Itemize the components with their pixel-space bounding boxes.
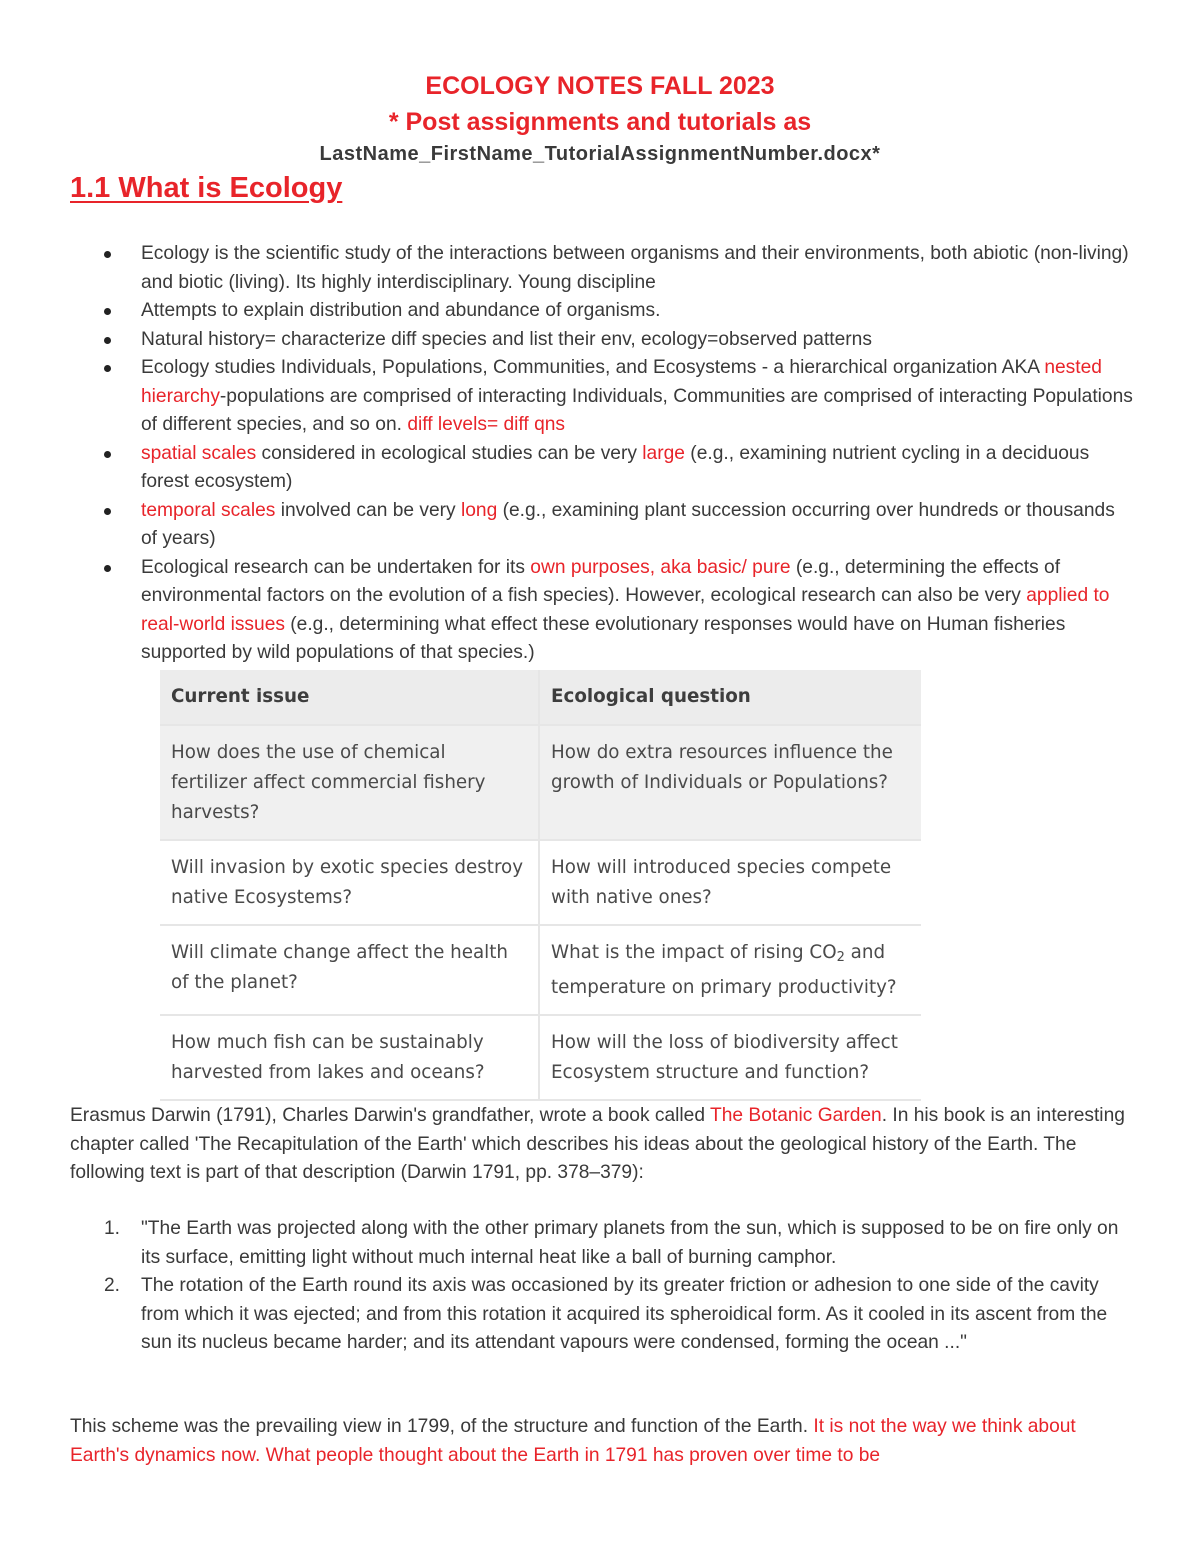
list-item — [0, 297, 1200, 326]
table-cell — [539, 925, 921, 1015]
highlight-text: temporal scales — [141, 499, 276, 521]
subscript: 2 — [836, 950, 845, 965]
cell-text: and temperature on primary productivity? — [551, 942, 897, 998]
table-row — [160, 725, 921, 840]
section-heading: 1.1 What is Ecology — [70, 172, 343, 204]
highlight-text: long — [460, 499, 498, 521]
bullet-text: (e.g., determining what effect these evolutionary responses would have on Human fisheries supported by wild populations of that species.) — [141, 613, 1066, 663]
highlight-text: own purposes, aka basic/ pure — [530, 556, 791, 578]
highlight-text: spatial scales — [141, 442, 257, 464]
bullet-text: -populations are comprised of interacting Individuals, Communities are comprised of interacting Populations of different species, and so on. — [141, 385, 1133, 435]
cell-text: What is the impact of rising CO — [551, 942, 837, 963]
bullet-text: Ecological research can be undertaken for its — [141, 556, 531, 578]
bullet-text: (e.g., examining nutrient cycling in a deciduous forest ecosystem) — [141, 442, 1090, 492]
table-cell: How will the loss of biodiversity affect Ecosystem structure and function? — [539, 1015, 921, 1100]
darwin-paragraph — [70, 1102, 1140, 1188]
bullet-text: (e.g., examining plant succession occurring over hundreds or thousands of years) — [141, 499, 1115, 549]
highlight-text: large — [642, 442, 685, 464]
column-header-current-issue: Current issue — [160, 670, 539, 725]
list-number: 2. — [104, 1275, 121, 1296]
table-cell: Will invasion by exotic species destroy native Ecosystems? — [160, 840, 539, 925]
table-row — [160, 1015, 921, 1100]
filename-format: LastName_FirstName_TutorialAssignmentNumber.docx* — [319, 143, 881, 165]
highlight-text: nested hierarchy — [141, 357, 1102, 407]
highlight-text: diff levels= diff qns — [407, 414, 565, 435]
list-item — [0, 497, 1200, 554]
table-header-row — [160, 670, 921, 725]
highlight-text: The Botanic Garden — [710, 1105, 882, 1126]
paragraph-text: . In his book is an interesting chapter called 'The Recapitulation of the Earth' which describes his ideas about the geological history of the Earth. The following text is part of that description (Darwin 1791, pp. 378–379): — [70, 1105, 1125, 1183]
list-item — [0, 440, 1200, 497]
list-item — [0, 1215, 1200, 1272]
list-item — [0, 240, 1200, 297]
issues-table — [160, 670, 921, 1101]
table-row — [160, 925, 921, 1015]
highlight-text: applied to real-world issues — [141, 585, 1110, 635]
highlight-text: It is not the way we think about Earth's dynamics now. What people thought about the Earth in 1791 has proven over time to be — [70, 1416, 1076, 1466]
list-number: 1. — [104, 1218, 121, 1239]
table-cell: How much fish can be sustainably harvested from lakes and oceans? — [160, 1015, 539, 1100]
list-text: The rotation of the Earth round its axis was occasioned by its greater friction or adhesion to one side of the cavity from which it was ejected; and from this rotation it acquired its spheroidical form. As it cooled in its ascent from the sun its nucleus became harder; and its attendant vapours were condensed, forming the ocean ..." — [141, 1275, 1108, 1353]
paragraph-text: Erasmus Darwin (1791), Charles Darwin's grandfather, wrote a book called — [70, 1105, 710, 1126]
list-item — [0, 554, 1200, 668]
document-title: ECOLOGY NOTES FALL 2023 — [425, 72, 775, 100]
bullet-text: Ecology studies Individuals, Populations, Communities, and Ecosystems - a hierarchical organization AKA — [141, 357, 1045, 378]
bullet-text: involved can be very — [275, 499, 461, 521]
column-header-ecological-question: Ecological question — [539, 670, 921, 725]
bullet-list — [0, 240, 1200, 668]
paragraph-text: This scheme was the prevailing view in 1799, of the structure and function of the Earth. — [70, 1416, 814, 1437]
bullet-text: Natural history= characterize diff species and list their env, ecology=observed patterns — [141, 328, 872, 350]
bullet-text: (e.g., determining the effects of environmental factors on the evolution of a fish species). However, ecological research can also be very — [141, 556, 1061, 606]
table-row — [160, 840, 921, 925]
table-cell: How does the use of chemical fertilizer affect commercial fishery harvests? — [160, 725, 539, 840]
table-cell: Will climate change affect the health of the planet? — [160, 925, 539, 1015]
quote-list — [0, 1215, 1200, 1358]
conclusion-paragraph — [70, 1413, 1140, 1470]
list-item — [0, 1272, 1200, 1358]
table-cell: How will introduced species compete with native ones? — [539, 840, 921, 925]
list-item — [0, 354, 1200, 440]
bullet-text: considered in ecological studies can be very — [256, 442, 643, 464]
table-cell: How do extra resources influence the growth of Individuals or Populations? — [539, 725, 921, 840]
bullet-text: Attempts to explain distribution and abundance of organisms. — [141, 300, 661, 321]
bullet-text: Ecology is the scientific study of the interactions between organisms and their environments, both abiotic (non-living) and biotic (living). Its highly interdisciplinary. Young discipline — [141, 243, 1129, 293]
list-item — [0, 326, 1200, 355]
document-subtitle: * Post assignments and tutorials as — [388, 108, 812, 136]
list-text: "The Earth was projected along with the other primary planets from the sun, which is supposed to be on fire only on its surface, emitting light without much internal heat like a ball of burning camphor. — [141, 1218, 1119, 1268]
